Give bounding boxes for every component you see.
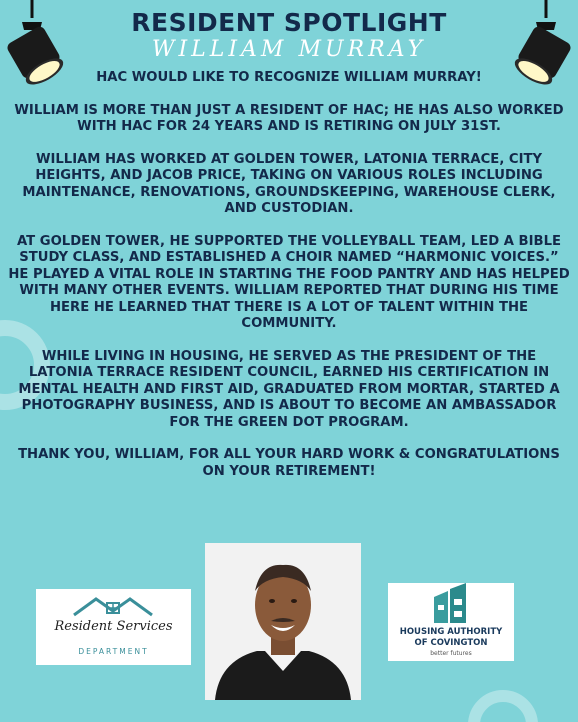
portrait-illustration	[205, 543, 361, 700]
department-label: DEPARTMENT	[78, 647, 149, 656]
paragraph-intro: HAC WOULD LIKE TO RECOGNIZE WILLIAM MURRAY!	[96, 70, 482, 85]
housing-authority-logo	[388, 583, 514, 661]
page-title: RESIDENT SPOTLIGHT	[131, 8, 447, 37]
housing-authority-city: OF COVINGTON	[414, 638, 488, 648]
housing-authority-name: HOUSING AUTHORITY	[399, 627, 503, 637]
resident-name: WILLIAM MURRAY	[151, 37, 427, 62]
paragraph-thanks: THANK YOU, WILLIAM, FOR ALL YOUR HARD WORK & CONGRATULATIONS ON YOUR RETIREMENT!	[18, 447, 560, 479]
article-body	[8, 70, 570, 496]
resident-services-logo	[36, 589, 191, 665]
housing-authority-tagline: better futures	[430, 650, 472, 657]
paragraph-golden-tower: AT GOLDEN TOWER, HE SUPPORTED THE VOLLEYBALL TEAM, LED A BIBLE STUDY CLASS, AND ESTABLISHED A CHOIR NAMED “HARMONIC VOICES.” HE PLAYED A VITAL ROLE IN STARTING THE FOOD PANTRY AND HAS HELPED WITH MANY OTHER EVENTS. WILLIAM REPORTED THAT DURING HIS TIME HERE HE LEARNED THAT THERE IS A LOT OF TALENT WITHIN THE COMMUNITY.	[8, 233, 570, 331]
resident-services-label: Resident Services	[54, 619, 173, 634]
paragraph-tenure: WILLIAM IS MORE THAN JUST A RESIDENT OF HAC; HE HAS ALSO WORKED WITH HAC FOR 24 YEARS AND IS RETIRING ON JULY 31ST.	[14, 102, 564, 134]
paragraph-housing: WHILE LIVING IN HOUSING, HE SERVED AS THE PRESIDENT OF THE LATONIA TERRACE RESIDENT COUNCIL, EARNED HIS CERTIFICATION IN MENTAL HEALTH AND FIRST AID, GRADUATED FROM MORTAR, STARTED A PHOTOGRAPHY BUSINESS, AND IS ABOUT TO BECOME AN AMBASSADOR FOR THE GREEN DOT PROGRAM.	[18, 348, 560, 430]
resident-photo	[205, 543, 361, 700]
paragraph-roles: WILLIAM HAS WORKED AT GOLDEN TOWER, LATONIA TERRACE, CITY HEIGHTS, AND JACOB PRICE, TAKING ON VARIOUS ROLES INCLUDING MAINTENANCE, RENOVATIONS, GROUNDSKEEPING, WAREHOUSE CLERK, AND CUSTODIAN.	[22, 151, 556, 216]
decorative-ring	[468, 690, 538, 722]
building-icon	[388, 583, 514, 625]
